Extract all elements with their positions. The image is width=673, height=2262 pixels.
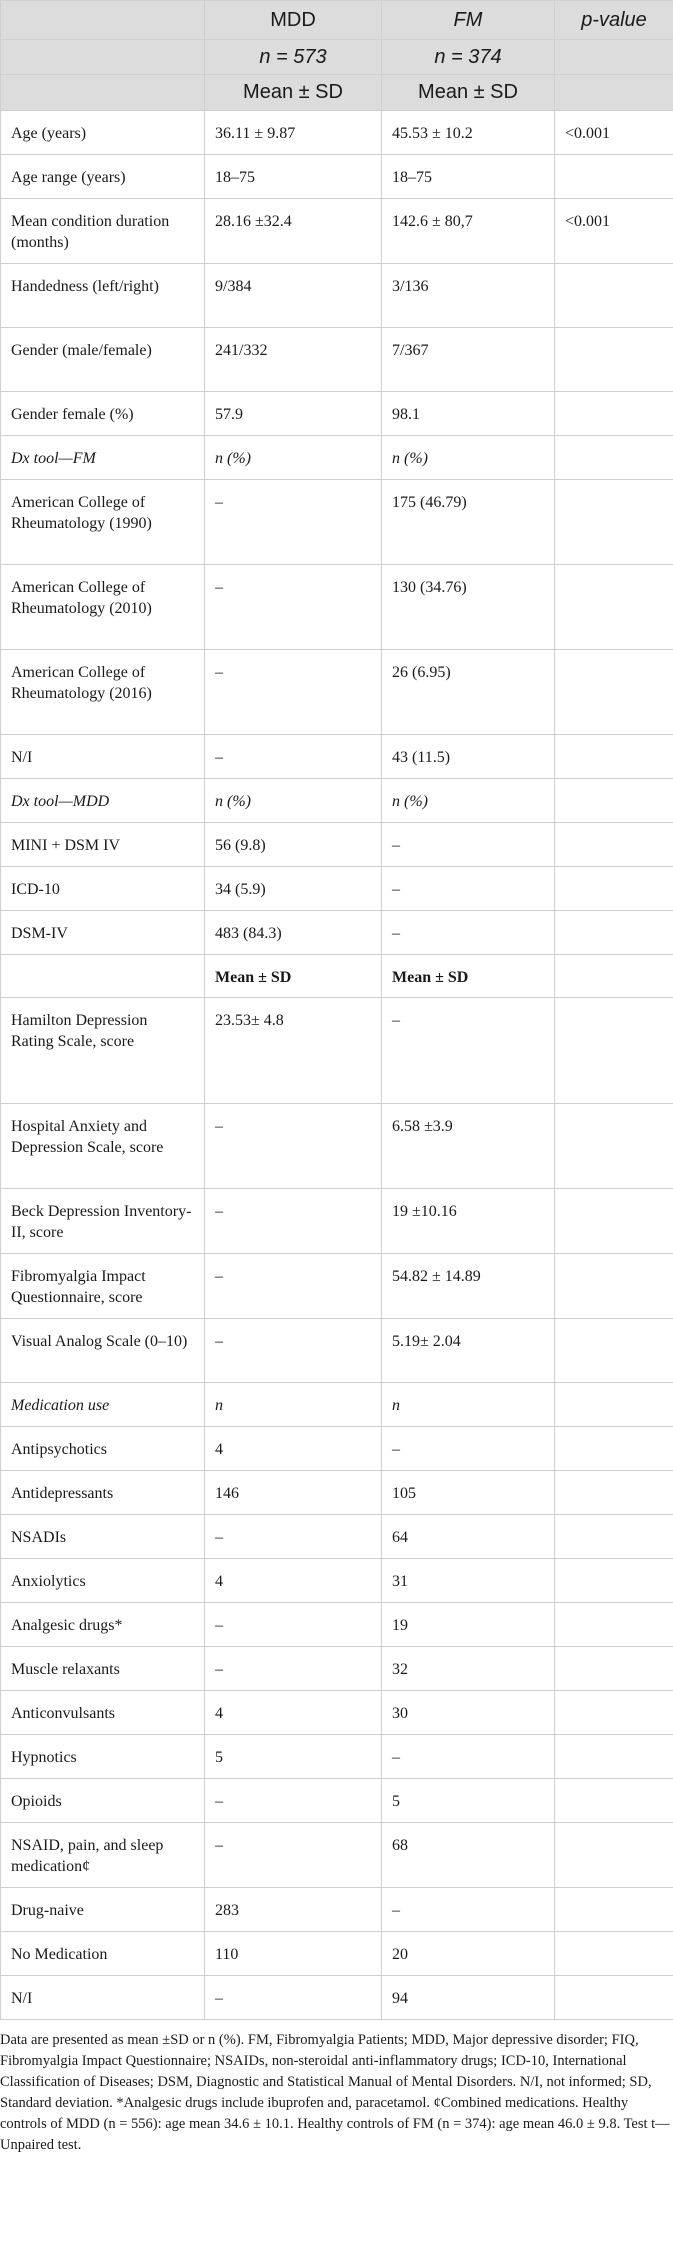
cell-fm: – [382,911,555,955]
cell-fm: 175 (46.79) [382,480,555,565]
row-label: Age range (years) [1,155,205,199]
cell-fm: 105 [382,1471,555,1515]
table-row [1,1691,673,1735]
table-row [1,1189,673,1254]
cell-mdd: 18–75 [205,155,382,199]
cell-p [555,1932,673,1976]
table-row [1,823,673,867]
cell-p [555,1189,673,1254]
cell-fm: 31 [382,1559,555,1603]
cell-mdd: – [205,1603,382,1647]
cell-mdd: n [205,1383,382,1427]
row-label: Antidepressants [1,1471,205,1515]
table-row [1,1976,673,2020]
table-row [1,1823,673,1888]
table-row [1,998,673,1104]
cell-fm: 94 [382,1976,555,2020]
cell-p [555,650,673,735]
cell-p [555,955,673,998]
row-label: MINI + DSM IV [1,823,205,867]
header-stat-fm: Mean ± SD [382,75,555,111]
cell-mdd: n (%) [205,436,382,480]
row-label: N/I [1,735,205,779]
header-n-mdd: n = 573 [205,40,382,75]
row-label: Anxiolytics [1,1559,205,1603]
cell-p [555,1319,673,1383]
cell-fm: – [382,998,555,1104]
cell-p [555,480,673,565]
cell-p [555,565,673,650]
cell-fm: n [382,1383,555,1427]
table-row [1,1779,673,1823]
row-label: Dx tool—FM [1,436,205,480]
cell-mdd: – [205,1976,382,2020]
cell-p [555,1647,673,1691]
row-label: Gender (male/female) [1,328,205,392]
cell-mdd: – [205,650,382,735]
table-row [1,955,673,998]
row-label: Antipsychotics [1,1427,205,1471]
table-row [1,1932,673,1976]
table-row [1,1647,673,1691]
cell-p [555,155,673,199]
cell-mdd: 56 (9.8) [205,823,382,867]
row-label: American College of Rheumatology (2010) [1,565,205,650]
cell-fm: 5.19± 2.04 [382,1319,555,1383]
cell-p [555,264,673,328]
cell-p [555,779,673,823]
cell-fm: 54.82 ± 14.89 [382,1254,555,1319]
header-empty-cell [555,40,673,75]
row-label: American College of Rheumatology (2016) [1,650,205,735]
cell-mdd: 28.16 ±32.4 [205,199,382,264]
row-label: Medication use [1,1383,205,1427]
row-label: Opioids [1,1779,205,1823]
cell-fm: n (%) [382,436,555,480]
table-row [1,264,673,328]
cell-mdd: 4 [205,1691,382,1735]
table-body [1,111,673,2020]
cell-p [555,823,673,867]
row-label: Age (years) [1,111,205,155]
table-row [1,1104,673,1189]
cell-mdd: – [205,1647,382,1691]
table-row [1,735,673,779]
cell-mdd: – [205,565,382,650]
cell-p [555,998,673,1104]
cell-fm: – [382,867,555,911]
header-empty-cell [1,1,205,40]
cell-mdd: – [205,1779,382,1823]
cell-mdd: 23.53± 4.8 [205,998,382,1104]
cell-fm: – [382,823,555,867]
cell-mdd: 283 [205,1888,382,1932]
cell-fm: 142.6 ± 80,7 [382,199,555,264]
row-label: Anticonvulsants [1,1691,205,1735]
row-label: N/I [1,1976,205,2020]
header-empty-cell [1,40,205,75]
cell-fm: 30 [382,1691,555,1735]
row-label: NSAID, pain, and sleep medication¢ [1,1823,205,1888]
table-row [1,199,673,264]
row-label: Beck Depression Inventory-II, score [1,1189,205,1254]
row-label: Hamilton Depression Rating Scale, score [1,998,205,1104]
table-row [1,1888,673,1932]
table-row [1,779,673,823]
cell-fm: 20 [382,1932,555,1976]
table-row [1,480,673,565]
cell-p [555,392,673,436]
cell-mdd: 146 [205,1471,382,1515]
cell-mdd: 241/332 [205,328,382,392]
header-mdd: MDD [205,1,382,40]
cell-fm: 18–75 [382,155,555,199]
row-label: Handedness (left/right) [1,264,205,328]
cell-mdd: 110 [205,1932,382,1976]
table-row [1,1254,673,1319]
table-row [1,1559,673,1603]
cell-fm: 68 [382,1823,555,1888]
cell-mdd: n (%) [205,779,382,823]
cell-mdd: 4 [205,1427,382,1471]
cell-p [555,1383,673,1427]
header-empty-cell [1,75,205,111]
cell-mdd: – [205,1515,382,1559]
cell-p [555,1104,673,1189]
cell-fm: 43 (11.5) [382,735,555,779]
cell-p [555,1603,673,1647]
cell-mdd: – [205,1254,382,1319]
row-label: American College of Rheumatology (1990) [1,480,205,565]
cell-fm: 19 [382,1603,555,1647]
cell-p [555,1254,673,1319]
cell-p [555,1471,673,1515]
row-label: Drug-naive [1,1888,205,1932]
cell-fm: – [382,1735,555,1779]
header-fm: FM [382,1,555,40]
cell-mdd: 4 [205,1559,382,1603]
cell-mdd: – [205,1189,382,1254]
cell-p [555,1823,673,1888]
header-empty-cell [555,75,673,111]
row-label: NSADIs [1,1515,205,1559]
table-header [1,1,673,111]
table-row [1,1515,673,1559]
cell-p: <0.001 [555,199,673,264]
table-row [1,650,673,735]
cell-fm: 6.58 ±3.9 [382,1104,555,1189]
cell-fm: Mean ± SD [382,955,555,998]
cell-p [555,1888,673,1932]
cell-mdd: 483 (84.3) [205,911,382,955]
table-row [1,328,673,392]
row-label: Analgesic drugs* [1,1603,205,1647]
cell-fm: 3/136 [382,264,555,328]
cell-mdd: 36.11 ± 9.87 [205,111,382,155]
cell-fm: 26 (6.95) [382,650,555,735]
table-row [1,565,673,650]
table-row [1,392,673,436]
cell-mdd: – [205,1823,382,1888]
table-row [1,111,673,155]
cell-mdd: Mean ± SD [205,955,382,998]
cell-fm: 64 [382,1515,555,1559]
cell-p: <0.001 [555,111,673,155]
cell-mdd: 34 (5.9) [205,867,382,911]
row-label: Visual Analog Scale (0–10) [1,1319,205,1383]
row-label: Dx tool—MDD [1,779,205,823]
cell-p [555,867,673,911]
table-row [1,1603,673,1647]
table-row [1,1471,673,1515]
table-row [1,1319,673,1383]
row-label [1,955,205,998]
table-row [1,1427,673,1471]
cell-p [555,1976,673,2020]
cell-fm: 98.1 [382,392,555,436]
table-footnote: Data are presented as mean ±SD or n (%). FM, Fibromyalgia Patients; MDD, Major depressive disorder; FIQ, Fibromyalgia Impact Questionnaire; NSAIDs, non-steroidal anti-inflammatory drugs; ICD-10, International Classification of Diseases; DSM, Diagnostic and Statistical Manual of Mental Disorders. N/I, not informed; SD, Standard deviation. *Analgesic drugs include ibuprofen and, paracetamol. ¢Combined medications. Healthy controls of MDD (n = 556): age mean 34.6 ± 10.1. Healthy controls of FM (n = 374): age mean 46.0 ± 9.8. Test t—Unpaired test. [0,2032,670,2153]
table-row [1,155,673,199]
row-label: Mean condition duration (months) [1,199,205,264]
cell-mdd: – [205,480,382,565]
cell-fm: – [382,1427,555,1471]
row-label: Muscle relaxants [1,1647,205,1691]
cell-p [555,1735,673,1779]
header-stat-mdd: Mean ± SD [205,75,382,111]
row-label: Hospital Anxiety and Depression Scale, score [1,1104,205,1189]
header-p-value: p-value [555,1,673,40]
cell-p [555,1427,673,1471]
cell-fm: 19 ±10.16 [382,1189,555,1254]
row-label: Gender female (%) [1,392,205,436]
row-label: DSM-IV [1,911,205,955]
cell-p [555,911,673,955]
cell-p [555,1779,673,1823]
cell-p [555,1691,673,1735]
table-row [1,867,673,911]
cell-p [555,436,673,480]
row-label: Hypnotics [1,1735,205,1779]
cell-fm: – [382,1888,555,1932]
row-label: No Medication [1,1932,205,1976]
cell-mdd: – [205,1319,382,1383]
cell-mdd: 9/384 [205,264,382,328]
cell-fm: 7/367 [382,328,555,392]
table-row [1,1383,673,1427]
cell-mdd: 57.9 [205,392,382,436]
header-n-fm: n = 374 [382,40,555,75]
table-row [1,436,673,480]
cell-fm: 130 (34.76) [382,565,555,650]
cell-p [555,1515,673,1559]
cell-mdd: 5 [205,1735,382,1779]
table-row [1,1735,673,1779]
cell-fm: 32 [382,1647,555,1691]
cell-p [555,1559,673,1603]
cell-fm: 45.53 ± 10.2 [382,111,555,155]
row-label: ICD-10 [1,867,205,911]
cell-mdd: – [205,735,382,779]
table-row [1,911,673,955]
cell-p [555,735,673,779]
cell-mdd: – [205,1104,382,1189]
cell-fm: 5 [382,1779,555,1823]
cell-fm: n (%) [382,779,555,823]
cell-p [555,328,673,392]
row-label: Fibromyalgia Impact Questionnaire, score [1,1254,205,1319]
